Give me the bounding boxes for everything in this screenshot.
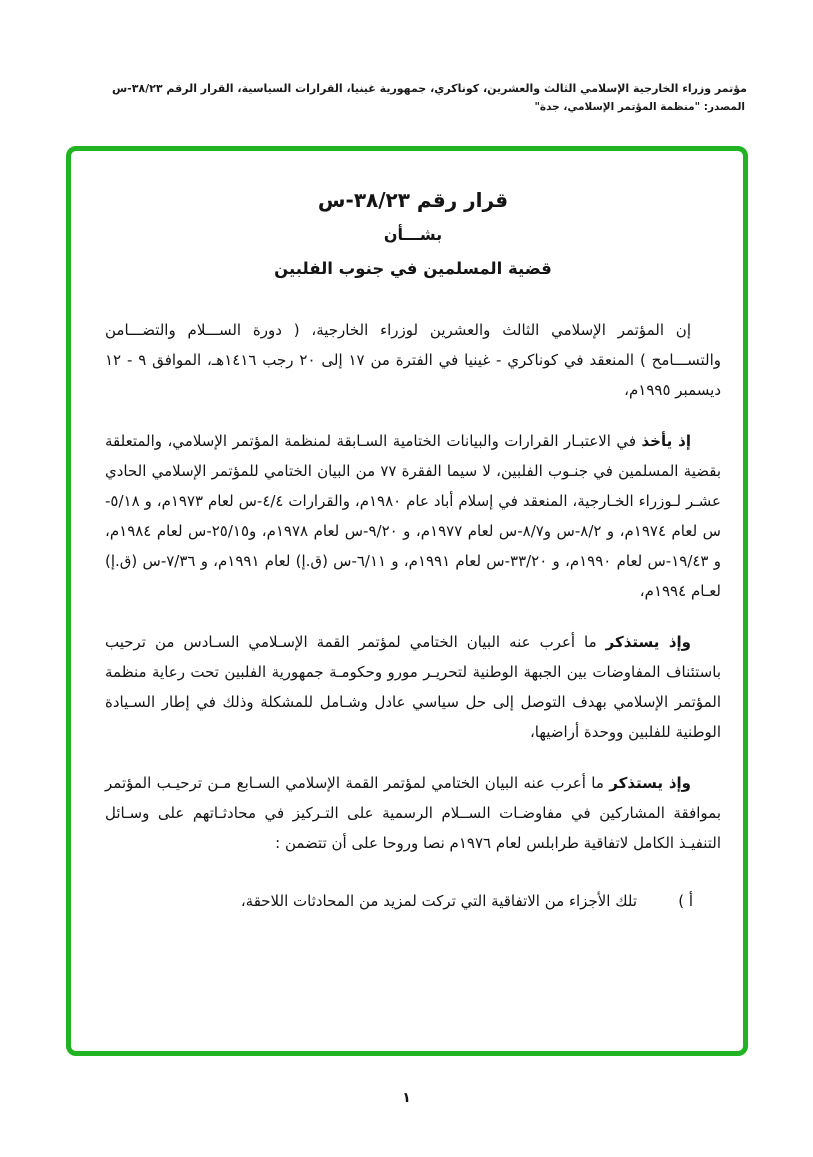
paragraph-taking-into-account bbox=[105, 426, 721, 606]
paragraph-text: في الاعتبـار القرارات والبيانات الختامية السـابقة لمنظمة المؤتمر الإسلامي، والمتعلقة بقضية المسلمين في جنـوب الفلبين، لا سيما الفقرة ٧٧ من البيان الختامي للمؤتمر الإسلامي الحادي عشـر لـوزراء الخـارجية، المنعقد في إسلام أباد عام ١٩٨٠م، والقرارات ٤/٤-س لعام ١٩٧٣م، و ٥/١٨-س لعام ١٩٧٤م، و ٨/٢-س و٨/٧-س لعام ١٩٧٧م، و ٩/٢٠-س لعام ١٩٧٨م، و٢٥/١٥-س لعام ١٩٨٤م، و ١٩/٤٣-س لعام ١٩٩٠م، و ٣٣/٢٠-س لعام ١٩٩١م، و ٦/١١-س (ق.إ) لعام ١٩٩١م، و ٧/٣٦-س (ق.إ) لعـام ١٩٩٤م، bbox=[105, 432, 722, 600]
paragraph-lead: وإذ يستذكر bbox=[609, 774, 691, 792]
resolution-body bbox=[105, 315, 721, 916]
paragraph-preamble bbox=[105, 315, 721, 405]
document-header bbox=[60, 80, 747, 116]
resolution-subject: قضية المسلمين في جنوب الفلبين bbox=[274, 259, 552, 278]
list-item-marker: أ ) bbox=[678, 892, 693, 910]
header-line-1: مؤتمر وزراء الخارجية الإسلامي الثالث والعشرين، كوناكري، جمهورية غينيا، القرارات السياسية، القرار الرقم ٣٨/٢٣-س bbox=[111, 82, 747, 95]
paragraph-recalling-sixth-summit bbox=[105, 627, 721, 747]
page-number: ١ bbox=[402, 1090, 411, 1106]
document-frame bbox=[66, 146, 748, 1056]
paragraph-lead: وإذ يستذكر bbox=[605, 633, 691, 651]
paragraph-text: إن المؤتمر الإسلامي الثالث والعشرين لوزراء الخارجية، ( دورة الســـلام والتضـــامن والتســـامح ) المنعقد في كوناكري - غينيا في الفترة من ١٧ إلى ٢٠ رجب ١٤١٦هـ، الموافق ٩ - ١٢ ديسمبر ١٩٩٥م، bbox=[105, 321, 722, 399]
resolution-subtitle: بشـــأن bbox=[383, 225, 443, 244]
paragraph-recalling-seventh-summit bbox=[105, 768, 721, 858]
list-item bbox=[105, 886, 721, 916]
resolution-title: قرار رقم ٣٨/٢٣-س bbox=[317, 188, 509, 212]
paragraph-text: ما أعرب عنه البيان الختامي لمؤتمر القمة الإسلامي السـابع مـن ترحيـب المؤتمر بموافقة المشاركين في مفاوضـات الســلام الرسمية على التـركيز في محادثـاتهم على وسـائل التنفيـذ الكامل لاتفاقية طرابلس لعام ١٩٧٦م نصا وروحا على أن تتضمن : bbox=[105, 774, 721, 852]
header-line-2: المصدر: "منظمة المؤتمر الإسلامي، جدة" bbox=[534, 101, 745, 113]
list-item-text: تلك الأجزاء من الاتفاقية التي تركت لمزيد من المحادثات اللاحقة، bbox=[240, 892, 637, 910]
paragraph-text: ما أعرب عنه البيان الختامي لمؤتمر القمة الإسـلامي السـادس من ترحيب باستئناف المفاوضات بين الجبهة الوطنية لتحريـر مورو وحكومـة جمهورية الفلبين تحت رعاية منظمة المؤتمر الإسلامي بهدف التوصل إلى حل سياسي عادل وشـامل للمشكلة وذلك في إطار السـيادة الوطنية للفلبين ووحدة أراضيها، bbox=[105, 633, 721, 741]
paragraph-lead: إذ يأخذ bbox=[641, 432, 691, 450]
